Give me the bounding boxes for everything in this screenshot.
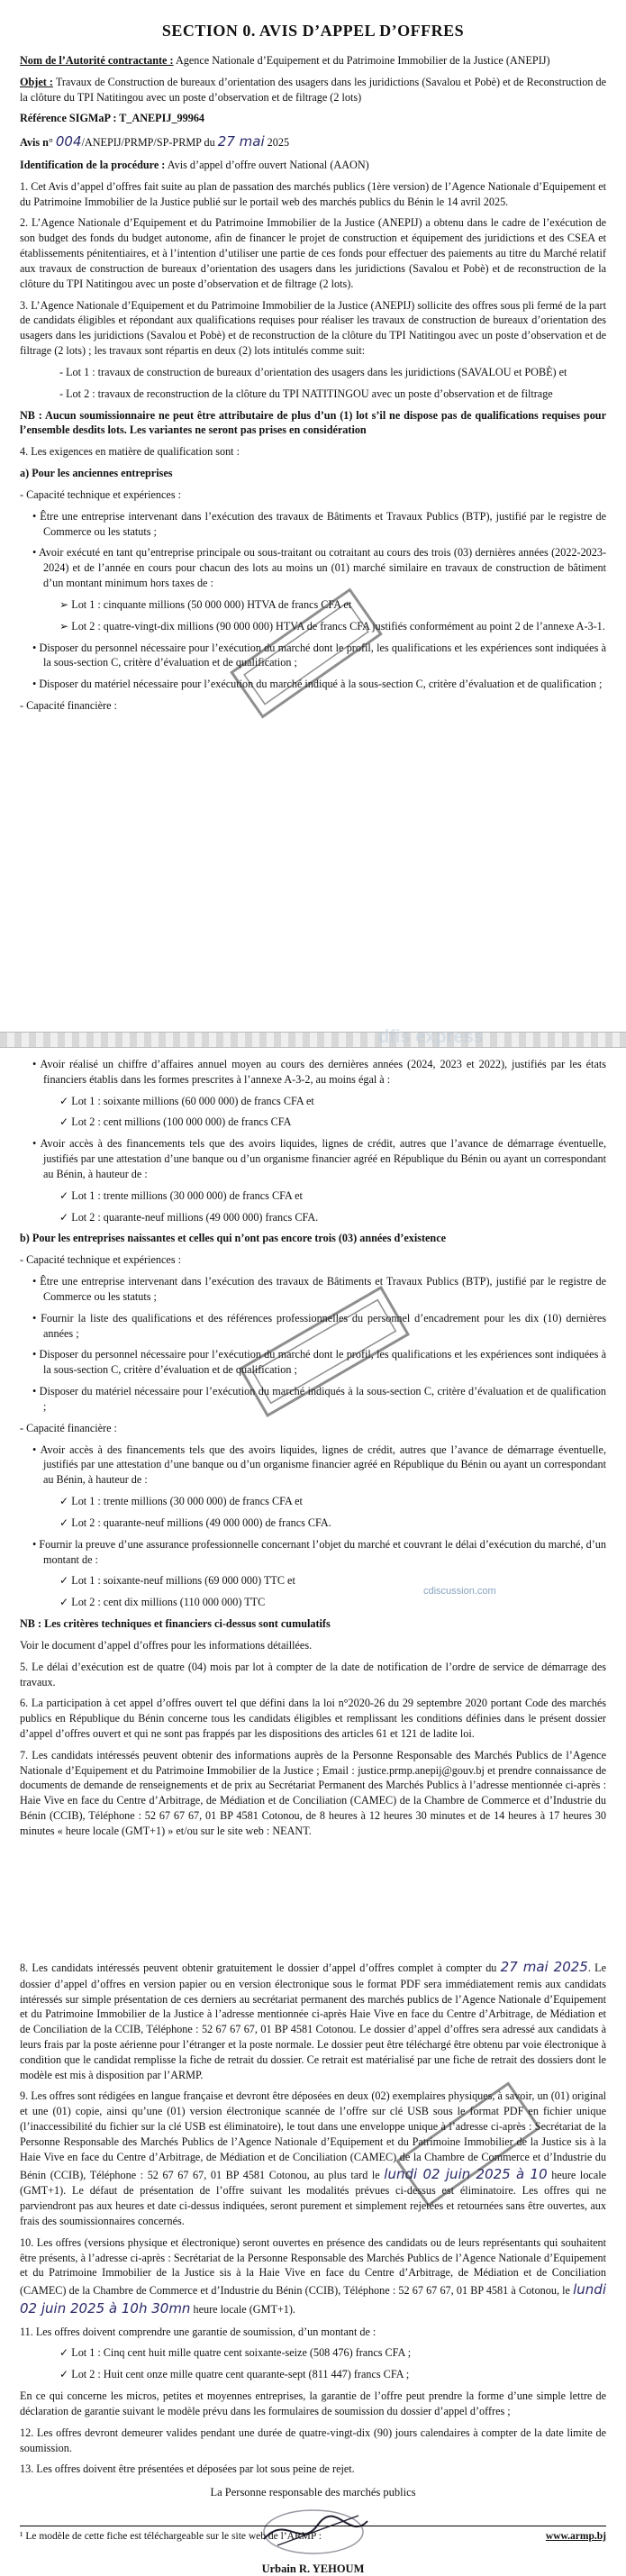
official-stamp [387,2072,549,2216]
lot-2-item: - Lot 2 : travaux de reconstruction de la clôture du TPI NATITINGOU avec un poste d’observation et de filtrage [59,387,553,400]
lot-threshold-item: ✓ Lot 2 : cent dix millions (110 000 000) TTC [59,1596,266,1609]
requirement-item: • Avoir accès à des financements tels que des avoirs liquides, lignes de crédit, autres que l’avance de démarrage éventuelle, justifiés par une attestation d’une banque ou d’un organisme financier agréé en République du Bénin ou ayant un correspondant au Bénin, à hauteur de : [32,1443,606,1487]
armp-link[interactable]: www.armp.bj [545,2531,606,2542]
handwritten-deadline: lundi 02 juin 2025 à 10 [384,2165,548,2182]
watermark: dfis express [378,1027,484,1047]
financial-capacity-label: - Capacité financière : [20,699,117,713]
requirement-item: • Disposer du personnel nécessaire pour l’exécution du marché dont le profil, les qualifications et les expériences sont indiquées à la sous-section C, critère d’évaluation et de qualification ; [32,641,606,669]
see-document-note: Voir le document d’appel d’offres pour les informations détaillées. [20,1638,313,1652]
handwritten-avis-number: 004 [55,133,82,150]
paragraph-10: 10. Les offres (versions physique et électronique) seront ouvertes en présence des candidats ou de leurs représentants qui souhaitent être présents, à l’adresse ci-après : Secrétariat de la Personne Responsable des Marchés Publics de l’Agence Nationale d’Equipement et du Patrimoine Immobilier de la Justice sis à la Haie Vive en face du Centre d’Arbitrage, de Médiation et de Conciliation (CAMEC) de la Chambre de Commerce et d’Industrie du Bénin (CCIB), Téléphone : 52 67 67 67, 01 BP 4581 à Cotonou, le lundi 02 juin 2025 à 10h 30mn heure locale (GMT+1). [20,2235,606,2317]
footnote [20,2526,606,2542]
paragraph-9: 9. Les offres sont rédigées en langue française et devront être déposées en deux (02) exemplaires physiques, à savoir, un (01) original et une (01) copie, ainsi qu’une (01) version électronique scannée de l’offre sur clé USB sous le format PDF en fichier unique (l’inaccessibilité du fichier sur la clé USB est éliminatoire), le tout dans une enveloppe unique à l’adresse ci-après : Secrétariat de la Personne Responsable des Marchés Publics de l’Agence Nationale d’Equipement et du Patrimoine Immobilier de la Justice sis à la Haie Vive en face du Centre d’Arbitrage, de Médiation et de Conciliation (CAMEC) de la Chambre de Commerce et d’Industrie du Bénin (CCIB), Téléphone : 52 67 67 67, 01 BP 4581 Cotonou, au plus tard le lundi 02 juin 2025 à 10 heure locale (GMT+1). Le défaut de présentation de l’offre suivant les modalités prévues ci-dessus est éliminatoire. Les offres qui ne parviendront pas aux heures et date ci-dessus indiquées, seront purement et simplement rejetées et retournées sans être ouvertes, aux frais des soumissionnaires concernés. [20,2089,607,2227]
lot-threshold-item: ✓ Lot 2 : quarante-neuf millions (49 000 000) de francs CFA. [59,1516,331,1529]
subsection-b-heading: b) Pour les entreprises naissantes et celles qui n’ont pas encore trois (03) années d’existence [20,1232,447,1245]
paragraph-11: 11. Les offres doivent comprendre une garantie de soumission, d’un montant de : [20,2325,377,2338]
lot-threshold-item: ✓ Lot 2 : cent millions (100 000 000) de francs CFA [59,1115,292,1129]
handwritten-opening-date: lundi 02 juin 2025 à 10h 30mn [20,2281,606,2317]
signatory-role: La Personne responsable des marchés publics [210,2486,416,2499]
guarantee-item: ✓ Lot 1 : Cinq cent huit mille quatre cent soixante-seize (508 476) francs CFA ; [59,2346,412,2360]
nb-note: NB : Aucun soumissionnaire ne peut être attributaire de plus d’un (1) lot s’il ne dispose pas de qualifications requises pour l’ensemble desdits lots. Les variantes ne seront pas prises en considération [20,408,606,437]
lot-threshold-item: ✓ Lot 1 : soixante millions (60 000 000) de francs CFA et [59,1094,314,1107]
requirement-item: • Disposer du matériel nécessaire pour l’exécution du marché indiqués à la sous-section C, critère d’évaluation et de qualification ; [32,1385,606,1413]
lot-1-item: - Lot 1 : travaux de construction de bureaux d’orientation des usagers dans les juridictions (SAVALOU et POBÈ) et [59,365,567,378]
lot-threshold-item: ✓ Lot 1 : trente millions (30 000 000) de francs CFA et [59,1495,303,1508]
paragraph-12: 12. Les offres devront demeurer valides pendant une durée de quatre-vingt-dix (90) jours calendaires à compter de la date limite de soumission. [20,2426,606,2454]
page-divider [0,1032,626,1048]
guarantee-item: ✓ Lot 2 : Huit cent onze mille quatre cent quarante-sept (811 447) francs CFA ; [59,2368,410,2381]
paragraph-2: 2. L’Agence Nationale d’Equipement et du Patrimoine Immobilier de la Justice (ANEPIJ) a obtenu dans le cadre de l’exécution de son budget des fonds du budget autonome, afin de financer le projet de construction et équipement des juridictions et des CSEA et établissements pénitentiaires, et à l’intention d’utiliser une partie de ces fonds pour effectuer des paiements au titre du Marché relatif aux travaux de construction de bureaux d’orientation des usagers dans les juridictions (Savalou et Pobè) et de reconstruction de la clôture du TPI Natitingou avec un poste d’observation et de filtrage (2 lots). [20,216,606,290]
page-title: SECTION 0. AVIS D’APPEL D’OFFRES [161,22,465,40]
authority-line: Nom de l’Autorité contractante : Agence Nationale d’Equipement et du Patrimoine Immobilier de la Justice (ANEPIJ) [20,54,550,67]
technical-capacity-label: - Capacité technique et expériences : [20,487,181,501]
lot-threshold-item: ➢ Lot 2 : quatre-vingt-dix millions (90 000 000) HTVA de francs CFA justifiés conformément au point 2 de l’annexe A-3-1. [59,619,605,633]
financial-capacity-label: - Capacité financière : [20,1421,117,1434]
subsection-a-heading: a) Pour les anciennes entreprises [20,467,173,480]
sigmap-reference: Référence SIGMaP : T_ANEPIJ_99964 [20,112,205,125]
requirement-item: • Fournir la preuve d’une assurance professionnelle concernant l’objet du marché et couvrant le délai d’exécution du marché, d’un montant de : [32,1537,606,1566]
section-part-1 [20,53,606,1026]
paragraph-4: 4. Les exigences en matière de qualification sont : [20,445,240,459]
paragraph-7: 7. Les candidats intéressés peuvent obtenir des informations auprès de la Personne Responsable des Marchés Publics de l’Agence Nationale d’Equipement et du Patrimoine Immobilier de la Justice ; Email : justice.prmp.anepij@gouv.bj et prendre connaissance de documents de demande de renseignements et de prix au Secrétariat Permanent des Marchés Publics à l’adresse mentionnée ci-après : Haie Vive en face du Centre d’Arbitrage, de Médiation et de Conciliation (CAMEC) de la Chambre de Commerce et d’Industrie du Bénin (CCIB), Téléphone : 52 67 67 67, 01 BP 4581 Cotonou, de 8 heures à 12 heures 30 minutes et de 14 heures à 17 heures 30 minutes « heure locale (GMT+1) » et/ou sur le site web : NEANT. [20,1748,606,1837]
paragraph-5: 5. Le délai d’exécution est de quatre (04) mois par lot à compter de la date de notification de l’ordre de service de démarrage des travaux. [20,1660,606,1689]
nb-cumulative-note: NB : Les critères techniques et financiers ci-dessus sont cumulatifs [20,1617,331,1631]
paragraph-1: 1. Cet Avis d’appel d’offres fait suite au plan de passation des marchés publics (1ère version) de l’Agence Nationale d’Equipement et du Patrimoine Immobilier de la Justice publié sur le portail web des marchés publics du Bénin le 14 avril 2025. [20,179,606,208]
lot-threshold-item: ✓ Lot 2 : quarante-neuf millions (49 000 000) francs CFA. [59,1210,319,1224]
requirement-item: • Être une entreprise intervenant dans l’exécution des travaux de Bâtiments et Travaux Publics (BTP), justifié par le registre de Commerce ou les statuts ; [32,1275,606,1303]
watermark: cdiscussion.com [423,1586,496,1597]
guarantee-note: En ce qui concerne les micros, petites et moyennes entreprises, la garantie de l’offre peut prendre la forme d’une simple lettre de déclaration de garantie suivant le modèle prévu dans les formulaires de soumission du dossier d’appel d’offres ; [20,2389,606,2417]
lot-threshold-item: ✓ Lot 1 : soixante-neuf millions (69 000 000) TTC et [59,1574,295,1588]
section-part-2 [20,1057,606,1958]
requirement-item: • Avoir réalisé un chiffre d’affaires annuel moyen au cours des dernières années (2024, 2023 et 2022), justifiés par les états financiers établis dans les formes prescrites à l’annexe A-3-2, au moins égal à : [32,1058,606,1086]
requirement-item: • Disposer du personnel nécessaire pour l’exécution du marché dont le profil, les qualifications et les expériences sont indiquées à la sous-section C, critère d’évaluation et de qualification ; [32,1348,606,1377]
lot-threshold-item: ➢ Lot 1 : cinquante millions (50 000 000) HTVA de francs CFA et [59,597,352,611]
paragraph-6: 6. La participation à cet appel d’offres ouvert tel que défini dans la loi n°2020-26 du 29 septembre 2020 portant Code des marchés publics en République du Bénin concerne tous les candidats éligibles et remplissant les conditions définies dans le présent dossier d’appel d’offres ouvert et qui ne sont pas frappés par les dispositions des articles 61 et 121 de ladite loi. [20,1697,606,1740]
object-line: Objet : Travaux de Construction de bureaux d’orientation des usagers dans les juridictions (Savalou et Pobè) et de Reconstruction de la clôture du TPI Natitingou avec un poste d’observation et de filtrage (2 lots) [20,75,607,104]
avis-line: Avis n° 004/ANEPIJ/PRMP/SP-PRMP du 27 mai 2025 [20,133,290,150]
official-stamp [216,577,396,730]
paragraph-8: 8. Les candidats intéressés peuvent obtenir gratuitement le dossier d’appel d’offres complet à compter du 27 mai 2025. Le dossier d’appel d’offres en version papier ou en version électronique sous le format PDF sera immédiatement remis aux candidats intéressés sur simple présentation de ces derniers au secrétariat permanent des marchés publics de l’Agence Nationale d’Equipement et du Patrimoine Immobilier de la Justice à l’adresse mentionnée ci-après Haie Vive en face du Centre d’Arbitrage, de Médiation et de Conciliation de la CCIB, Téléphone : 52 67 67 67, 01 BP 4581 Cotonou. Le dossier d’appel d’offres sera adressé aux candidats à leurs frais par la poste aérienne pour l’étranger et la poste normale. Le dossier peut être téléchargé être obtenu par voie électronique à condition que le candidat remplisse la fiche de retrait du dossier. Ce retrait est matérialisé par une fiche de retrait des dossiers dont le modèle est mis à disposition par l’ARMP. [20,1959,607,2081]
lot-threshold-item: ✓ Lot 1 : trente millions (30 000 000) de francs CFA et [59,1188,303,1202]
requirement-item: • Disposer du matériel nécessaire pour l’exécution du marché indiqué à la sous-section C, critère d’évaluation et de qualification ; [32,678,603,691]
paragraph-3: 3. L’Agence Nationale d’Equipement et du Patrimoine Immobilier de la Justice (ANEPIJ) sollicite des offres sous pli fermé de la part de candidats éligibles et répondant aux qualifications requises pour réaliser les travaux de construction de bureaux d’orientation des usagers dans les juridictions (Savalou et Pobè) et de reconstruction de la clôture du TPI Natitingou avec un poste d’observation et de filtrage (2 lots) ; les travaux sont répartis en deux (2) lots intitulés comme suit: [20,298,606,358]
handwritten-avis-date: 27 mai [217,133,265,150]
requirement-item: • Avoir accès à des financements tels que des avoirs liquides, lignes de crédit, autres que l’avance de démarrage éventuelle, justifiés par une attestation d’une banque ou d’un organisme financier agréé en République du Bénin ou ayant un correspondant au Bénin, à hauteur de : [32,1137,606,1180]
footnote-text: ¹ Le modèle de cette fiche est téléchargeable sur le site web de l’ARMP : [20,2531,322,2542]
handwritten-date: 27 mai 2025 [500,1959,588,1975]
paragraph-13: 13. Les offres doivent être présentées et déposées par lot sous peine de rejet. [20,2462,355,2476]
technical-capacity-label: - Capacité technique et expériences : [20,1253,181,1267]
requirement-item: • Avoir exécuté en tant qu’entreprise principale ou sous-traitant ou cotraitant au cours des trois (03) dernières années (2022-2023-2024) et de l’année en cours pour chacun des lots au moins un (01) marché similaire en travaux de construction de bâtiment d’un montant minimum hors taxes de : [32,546,606,590]
requirement-item: • Fournir la liste des qualifications et des références professionnelles du personnel d’encadrement pour les dix (10) dernières années ; [32,1311,606,1340]
requirement-item: • Être une entreprise intervenant dans l’exécution des travaux de Bâtiments et Travaux Publics (BTP), justifié par le registre de Commerce ou les statuts ; [32,509,606,538]
signatory-name: Urbain R. YEHOUM [261,2562,365,2576]
official-stamp [225,1279,423,1424]
procedure-line: Identification de la procédure : Avis d’appel d’offre ouvert National (AAON) [20,159,369,171]
